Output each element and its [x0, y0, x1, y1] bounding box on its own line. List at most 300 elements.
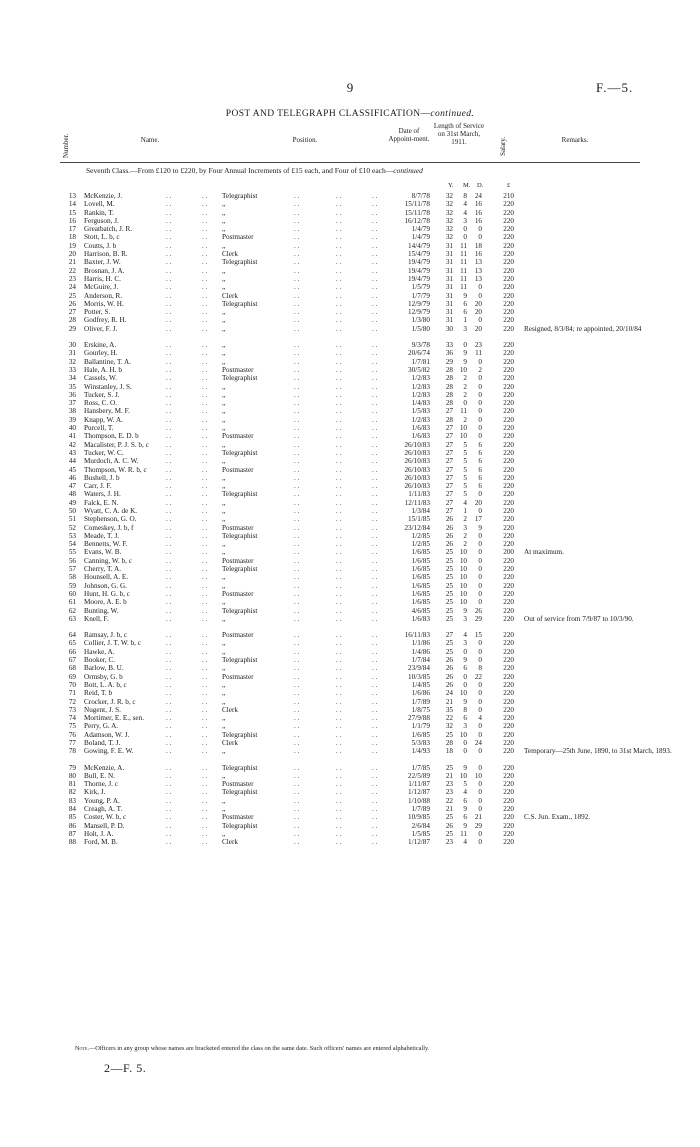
- row-number: 41: [68, 432, 76, 441]
- row-number: 44: [68, 457, 76, 466]
- section-heading-continued: continued: [393, 166, 423, 175]
- row-months: 0: [463, 225, 467, 234]
- row-salary: 220: [503, 722, 514, 731]
- row-name: Evans, W. B.: [84, 548, 122, 557]
- row-position: ,,: [222, 664, 226, 673]
- row-position: ,,: [222, 498, 226, 507]
- unit-months: M.: [463, 182, 471, 189]
- row-salary: 220: [503, 747, 514, 756]
- row-months: 9: [463, 763, 467, 772]
- row-date-appointed: 1/1/86: [411, 639, 430, 648]
- row-months: 11: [460, 258, 467, 267]
- row-years: 27: [445, 448, 453, 457]
- row-date-appointed: 26/10/83: [404, 440, 430, 449]
- row-date-appointed: 1/7/81: [411, 357, 430, 366]
- row-name: Gowing, F. E. W.: [84, 747, 134, 756]
- row-position: ,,: [222, 225, 226, 234]
- row-years: 31: [445, 308, 453, 317]
- footnote-lead: Note.: [75, 1045, 89, 1052]
- unit-years: Y.: [448, 182, 454, 189]
- row-number: 46: [68, 473, 76, 482]
- row-name: McGuire, J.: [84, 283, 119, 292]
- row-years: 31: [445, 291, 453, 300]
- row-months: 9: [463, 821, 467, 830]
- row-years: 31: [445, 316, 453, 325]
- table-row: . . . . . . . . . . 51 Stephenson, G. O. ,, 15/1/85 26 2 17 220: [0, 515, 700, 523]
- row-days: 0: [478, 506, 482, 515]
- row-position: Postmaster: [222, 465, 254, 474]
- row-position: ,,: [222, 266, 226, 275]
- row-name: Meade, T. J.: [84, 531, 120, 540]
- row-salary: 220: [503, 200, 514, 209]
- row-days: 0: [478, 432, 482, 441]
- row-days: 0: [478, 796, 482, 805]
- row-months: 0: [463, 739, 467, 747]
- row-number: 38: [68, 407, 76, 416]
- row-position: ,,: [222, 697, 226, 706]
- table-row: . . . . . . . . . . 87 Holt, J. A. ,, 1/5/85 25 11 0 220: [0, 830, 700, 838]
- classification-table: [0, 192, 700, 847]
- row-salary: 220: [503, 631, 514, 640]
- row-name: Wyatt, C. A. de K.: [84, 506, 138, 515]
- row-date-appointed: 19/4/79: [408, 266, 430, 275]
- row-salary: 220: [503, 506, 514, 515]
- row-months: 10: [459, 365, 467, 374]
- table-row: . . . . . . . . . . 38 Hansbery, M. F. ,, 1/5/83 27 11 0 220: [0, 407, 700, 415]
- row-name: Mansell, P. D.: [84, 821, 125, 830]
- row-number: 78: [68, 747, 76, 756]
- row-years: 23: [445, 780, 453, 789]
- row-days: 0: [478, 639, 482, 648]
- row-salary: 220: [503, 780, 514, 789]
- row-date-appointed: 27/9/88: [408, 714, 430, 723]
- row-months: 4: [463, 498, 467, 507]
- row-name: Boland, T. J.: [84, 739, 121, 747]
- row-months: 5: [463, 780, 467, 789]
- table-row: . . . . . . . . . . 67 Booker, C. Telegraphist 1/7/84 26 9 0 220: [0, 656, 700, 664]
- table-row: . . . . . . . . . . 23 Harris, H. C. ,, 19/4/79 31 11 13 220: [0, 275, 700, 283]
- row-days: 0: [478, 233, 482, 242]
- row-days: 6: [478, 482, 482, 491]
- row-name: Morris, W. H.: [84, 299, 124, 308]
- row-days: 13: [474, 266, 482, 275]
- row-years: 24: [445, 689, 453, 698]
- row-number: 84: [68, 805, 76, 814]
- row-number: 77: [68, 739, 76, 747]
- row-position: Clerk: [222, 250, 238, 259]
- row-years: 25: [445, 573, 453, 582]
- row-years: 25: [445, 614, 453, 623]
- row-position: ,,: [222, 614, 226, 623]
- row-salary: 220: [503, 473, 514, 482]
- row-date-appointed: 1/6/83: [411, 432, 430, 441]
- row-date-appointed: 4/6/85: [411, 606, 430, 615]
- row-days: 0: [478, 357, 482, 366]
- row-years: 27: [445, 482, 453, 491]
- row-date-appointed: 26/10/83: [404, 465, 430, 474]
- row-months: 5: [463, 473, 467, 482]
- row-date-appointed: 1/12/87: [408, 788, 430, 797]
- row-days: 0: [478, 540, 482, 549]
- row-name: Bull, E. N.: [84, 771, 115, 780]
- table-row: . . . . . . . . . . 85 Coster, W. b, c Postmaster 10/9/85 25 6 21 220 C.S. Jun. Exam., 1892.: [0, 813, 700, 821]
- table-row: . . . . . . . . . . 74 Mortimer, E. E., sen. ,, 27/9/88 22 6 4 220: [0, 714, 700, 722]
- row-number: 68: [68, 664, 76, 673]
- row-name: Young, P. A.: [84, 796, 120, 805]
- row-position: ,,: [222, 747, 226, 756]
- row-salary: 220: [503, 515, 514, 524]
- row-name: Coster, W. b, c: [84, 813, 127, 822]
- row-months: 9: [463, 697, 467, 706]
- row-salary: 220: [503, 399, 514, 408]
- row-days: 0: [478, 225, 482, 234]
- row-salary: 220: [503, 432, 514, 441]
- row-number: 24: [68, 283, 76, 292]
- row-months: 4: [463, 208, 467, 217]
- row-name: Bunting, W.: [84, 606, 119, 615]
- row-salary: 220: [503, 565, 514, 574]
- row-position: Telegraphist: [222, 730, 258, 739]
- row-number: 66: [68, 647, 76, 656]
- row-days: 11: [475, 349, 482, 358]
- row-remarks: At maximum.: [524, 548, 564, 557]
- row-years: 36: [445, 349, 453, 358]
- table-row: . . . . . . . . . . 53 Meade, T. J. Telegraphist 1/2/85 26 2 0 220: [0, 532, 700, 540]
- row-name: Carr, J. F.: [84, 482, 112, 491]
- row-date-appointed: 2/6/84: [411, 821, 430, 830]
- row-days: 6: [478, 465, 482, 474]
- row-position: Telegraphist: [222, 565, 258, 574]
- table-row: . . . . . . . . . . 33 Hale, A. H. b Postmaster 30/5/82 28 10 2 220: [0, 366, 700, 374]
- row-position: Postmaster: [222, 432, 254, 441]
- row-position: ,,: [222, 415, 226, 424]
- table-row: . . . . . . . . . . 73 Nugent, J. S. Clerk 1/8/75 35 8 0 220: [0, 706, 700, 714]
- row-position: Telegraphist: [222, 299, 258, 308]
- header-salary: Salary.: [499, 136, 507, 156]
- row-years: 32: [445, 233, 453, 242]
- row-salary: 220: [503, 498, 514, 507]
- row-months: 2: [463, 531, 467, 540]
- row-name: Hawke, A.: [84, 647, 115, 656]
- row-salary: 220: [503, 357, 514, 366]
- row-months: 3: [463, 216, 467, 225]
- row-days: 6: [478, 473, 482, 482]
- row-number: 72: [68, 697, 76, 706]
- row-date-appointed: 1/11/83: [408, 490, 430, 499]
- row-months: 10: [459, 573, 467, 582]
- table-row: . . . . . . . . . . 37 Ross, C. O. ,, 1/4/83 28 0 0 220: [0, 399, 700, 407]
- row-date-appointed: 1/10/88: [408, 796, 430, 805]
- table-row: . . . . . . . . . . 65 Collier, J. T. W. b, c ,, 1/1/86 25 3 0 220: [0, 639, 700, 647]
- row-position: Postmaster: [222, 780, 254, 789]
- row-name: Murdoch, A. C. W.: [84, 457, 139, 466]
- row-days: 0: [478, 805, 482, 814]
- row-days: 20: [474, 324, 482, 333]
- title-main: POST AND TELEGRAPH CLASSIFICATION—: [225, 109, 431, 119]
- row-years: 27: [445, 407, 453, 416]
- row-salary: 220: [503, 233, 514, 242]
- row-years: 25: [445, 647, 453, 656]
- row-date-appointed: 1/8/75: [411, 705, 430, 714]
- row-months: 9: [463, 606, 467, 615]
- row-date-appointed: 1/5/85: [411, 829, 430, 838]
- row-salary: 220: [503, 440, 514, 449]
- row-months: 10: [459, 424, 467, 433]
- row-number: 73: [68, 705, 76, 714]
- table-row: . . . . . . . . . . 62 Bunting, W. Telegraphist 4/6/85 25 9 26 220: [0, 607, 700, 615]
- row-salary: 220: [503, 614, 514, 623]
- row-remarks: Out of service from 7/9/87 to 10/3/90.: [524, 614, 634, 623]
- row-position: ,,: [222, 506, 226, 515]
- row-name: Johnson, G. G.: [84, 581, 127, 590]
- row-days: 0: [478, 598, 482, 607]
- row-name: Gourley, H.: [84, 349, 118, 358]
- row-years: 25: [445, 813, 453, 822]
- row-number: 80: [68, 771, 76, 780]
- row-name: Hale, A. H. b: [84, 365, 122, 374]
- row-name: Ramsay, J. b, c: [84, 631, 128, 640]
- row-days: 16: [474, 250, 482, 259]
- row-salary: 220: [503, 705, 514, 714]
- row-days: 0: [478, 829, 482, 838]
- row-years: 29: [445, 357, 453, 366]
- row-date-appointed: 1/4/85: [411, 680, 430, 689]
- row-number: 25: [68, 291, 76, 300]
- row-months: 2: [463, 415, 467, 424]
- row-position: ,,: [222, 440, 226, 449]
- row-salary: 220: [503, 813, 514, 822]
- row-salary: 220: [503, 424, 514, 433]
- row-number: 21: [68, 258, 76, 267]
- row-date-appointed: 26/10/83: [404, 457, 430, 466]
- table-row: . . . . . . . . . . 46 Bushell, J. b ,, 26/10/83 27 5 6 220: [0, 474, 700, 482]
- row-number: 58: [68, 573, 76, 582]
- row-number: 15: [68, 208, 76, 217]
- row-number: 35: [68, 382, 76, 391]
- row-months: 5: [463, 457, 467, 466]
- row-number: 20: [68, 250, 76, 259]
- row-position: Postmaster: [222, 233, 254, 242]
- table-row: . . . . . . . . . . 14 Lovell, M. ,, 15/11/78 32 4 16 220: [0, 200, 700, 208]
- row-position: ,,: [222, 722, 226, 731]
- table-row: . . . . . . . . . . 81 Thorne, J. c Postmaster 1/11/87 23 5 0 220: [0, 780, 700, 788]
- row-months: 10: [459, 689, 467, 698]
- row-days: 6: [478, 448, 482, 457]
- row-months: 0: [463, 647, 467, 656]
- row-salary: 220: [503, 639, 514, 648]
- table-row: . . . . . . . . . . 63 Knell, F. ,, 1/6/83 25 3 29 220 Out of service from 7/9/87 to 10/3/90.: [0, 615, 700, 623]
- row-salary: 220: [503, 349, 514, 358]
- table-row: . . . . . . . . . . 47 Carr, J. F. ,, 26/10/83 27 5 6 220: [0, 482, 700, 490]
- row-number: 57: [68, 565, 76, 574]
- row-name: Barlow, B. U.: [84, 664, 124, 673]
- row-months: 0: [463, 747, 467, 756]
- table-row: . . . . . . . . . . 59 Johnson, G. G. ,, 1/6/85 25 10 0 220: [0, 582, 700, 590]
- row-name: Godfrey, R. H.: [84, 316, 127, 325]
- row-number: 33: [68, 365, 76, 374]
- row-months: 6: [463, 664, 467, 673]
- row-days: 24: [474, 739, 482, 747]
- row-position: ,,: [222, 639, 226, 648]
- row-name: Ford, M. B.: [84, 838, 118, 847]
- row-months: 5: [463, 482, 467, 491]
- row-salary: 220: [503, 598, 514, 607]
- row-position: ,,: [222, 680, 226, 689]
- row-position: ,,: [222, 349, 226, 358]
- row-name: Kirk, J.: [84, 788, 106, 797]
- row-salary: 220: [503, 365, 514, 374]
- row-months: 3: [463, 523, 467, 532]
- row-name: Perry, G. A.: [84, 722, 119, 731]
- table-row: . . . . . . . . . . 42 Macalister, P. J. S. b, c ,, 26/10/83 27 5 6 220: [0, 441, 700, 449]
- row-position: ,,: [222, 515, 226, 524]
- row-name: Reid, T. b: [84, 689, 113, 698]
- row-position: Telegraphist: [222, 531, 258, 540]
- row-position: ,,: [222, 581, 226, 590]
- row-number: 85: [68, 813, 76, 822]
- row-years: 32: [445, 192, 453, 200]
- row-salary: 220: [503, 241, 514, 250]
- footer-code: 2—F. 5.: [104, 1061, 147, 1075]
- row-days: 0: [478, 548, 482, 557]
- row-years: 26: [445, 531, 453, 540]
- row-years: 22: [445, 796, 453, 805]
- row-name: Moore, A. E. b: [84, 598, 127, 607]
- row-position: ,,: [222, 341, 226, 350]
- row-months: 0: [463, 680, 467, 689]
- row-remarks: Temporary—25th June, 1890, to 31st March, 1893.: [524, 747, 672, 756]
- row-date-appointed: 26/10/83: [404, 482, 430, 491]
- row-position: ,,: [222, 829, 226, 838]
- row-months: 10: [459, 730, 467, 739]
- row-date-appointed: 1/12/87: [408, 838, 430, 847]
- row-date-appointed: 1/2/85: [411, 531, 430, 540]
- row-number: 17: [68, 225, 76, 234]
- row-months: 6: [463, 813, 467, 822]
- row-years: 28: [445, 390, 453, 399]
- row-months: 6: [463, 714, 467, 723]
- row-years: 27: [445, 465, 453, 474]
- row-position: Clerk: [222, 739, 238, 747]
- header-remarks: Remarks.: [561, 136, 589, 144]
- row-years: 27: [445, 440, 453, 449]
- table-row: . . . . . . . . . . 70 Bott, L. A. b, c ,, 1/4/85 26 0 0 220: [0, 681, 700, 689]
- table-row: . . . . . . . . . . 55 Evans, W. B. ,, 1/6/85 25 10 0 200 At maximum.: [0, 548, 700, 556]
- row-number: 32: [68, 357, 76, 366]
- row-date-appointed: 1/6/83: [411, 424, 430, 433]
- row-date-appointed: 16/11/83: [404, 631, 430, 640]
- row-salary: 220: [503, 680, 514, 689]
- row-salary: 220: [503, 291, 514, 300]
- row-date-appointed: 1/4/93: [411, 747, 430, 756]
- row-date-appointed: 1/4/83: [411, 399, 430, 408]
- row-position: Clerk: [222, 291, 238, 300]
- row-days: 0: [478, 382, 482, 391]
- row-position: ,,: [222, 316, 226, 325]
- row-years: 22: [445, 714, 453, 723]
- row-name: McKenzie, J.: [84, 192, 123, 200]
- row-date-appointed: 19/4/79: [408, 258, 430, 267]
- row-name: Ormsby, G. b: [84, 672, 123, 681]
- row-number: 39: [68, 415, 76, 424]
- row-date-appointed: 1/4/79: [411, 233, 430, 242]
- row-days: 0: [478, 283, 482, 292]
- row-salary: 220: [503, 465, 514, 474]
- row-months: 10: [459, 581, 467, 590]
- row-months: 9: [463, 357, 467, 366]
- row-years: 26: [445, 656, 453, 665]
- row-date-appointed: 1/3/84: [411, 506, 430, 515]
- row-date-appointed: 15/4/79: [408, 250, 430, 259]
- row-name: Holt, J. A.: [84, 829, 114, 838]
- row-position: ,,: [222, 796, 226, 805]
- table-row: . . . . . . . . . . 25 Anderson, R. Clerk 1/7/79 31 9 0 220: [0, 292, 700, 300]
- row-number: 13: [68, 192, 76, 200]
- row-date-appointed: 1/6/85: [411, 548, 430, 557]
- table-row: . . . . . . . . . . 28 Godfrey, R. H. ,, 1/3/80 31 1 0 220: [0, 316, 700, 324]
- row-remarks: C.S. Jun. Exam., 1892.: [524, 813, 591, 822]
- row-number: 37: [68, 399, 76, 408]
- table-row: . . . . . . . . . . 72 Crocker, J. R. b, c ,, 1/7/89 21 9 0 220: [0, 698, 700, 706]
- row-days: 10: [474, 771, 482, 780]
- table-row: . . . . . . . . . . 40 Purcell, T. ,, 1/6/83 27 10 0 220: [0, 424, 700, 432]
- row-years: 31: [445, 250, 453, 259]
- row-years: 26: [445, 664, 453, 673]
- row-years: 18: [445, 747, 453, 756]
- row-salary: 220: [503, 589, 514, 598]
- row-salary: 220: [503, 266, 514, 275]
- row-years: 33: [445, 341, 453, 350]
- row-salary: 220: [503, 374, 514, 383]
- row-position: ,,: [222, 407, 226, 416]
- row-name: Cassels, W.: [84, 374, 117, 383]
- row-months: 10: [459, 548, 467, 557]
- row-position: ,,: [222, 598, 226, 607]
- row-number: 64: [68, 631, 76, 640]
- row-salary: 220: [503, 258, 514, 267]
- row-date-appointed: 15/11/78: [404, 208, 430, 217]
- row-date-appointed: 9/3/78: [411, 341, 430, 350]
- row-name: Rankin, T.: [84, 208, 114, 217]
- row-years: 25: [445, 730, 453, 739]
- row-salary: 220: [503, 308, 514, 317]
- table-row: . . . . . . . . . . 77 Boland, T. J. Clerk 5/3/83 28 0 24 220: [0, 739, 700, 747]
- table-row: . . . . . . . . . . 13 McKenzie, J. Telegraphist 8/7/78 32 8 24 210: [0, 192, 700, 200]
- row-number: 63: [68, 614, 76, 623]
- row-date-appointed: 1/7/84: [411, 656, 430, 665]
- row-salary: 220: [503, 656, 514, 665]
- table-row: . . . . . . . . . . 48 Waters, J. H. Telegraphist 1/11/83 27 5 0 220: [0, 490, 700, 498]
- table-row: . . . . . . . . . . 18 Stott, L. b, c Postmaster 1/4/79 32 0 0 220: [0, 233, 700, 241]
- row-date-appointed: 1/3/80: [411, 316, 430, 325]
- table-row: . . . . . . . . . . 78 Gowing, F. E. W. ,, 1/4/93 18 0 0 220 Temporary—25th June, 1890, to 31st March, 1893.: [0, 747, 700, 755]
- row-days: 0: [478, 730, 482, 739]
- row-months: 1: [463, 316, 467, 325]
- row-position: Postmaster: [222, 589, 254, 598]
- row-position: ,,: [222, 324, 226, 333]
- row-date-appointed: 1/2/83: [411, 382, 430, 391]
- row-years: 21: [445, 805, 453, 814]
- row-years: 31: [445, 258, 453, 267]
- table-row: . . . . . . . . . . 17 Greatbatch, J. R. ,, 1/4/79 32 0 0 220: [0, 225, 700, 233]
- row-months: 11: [460, 250, 467, 259]
- row-name: Falck, E. N.: [84, 498, 119, 507]
- row-months: 10: [459, 771, 467, 780]
- row-position: ,,: [222, 274, 226, 283]
- row-months: 11: [460, 829, 467, 838]
- row-years: 26: [445, 523, 453, 532]
- row-date-appointed: 10/9/85: [408, 813, 430, 822]
